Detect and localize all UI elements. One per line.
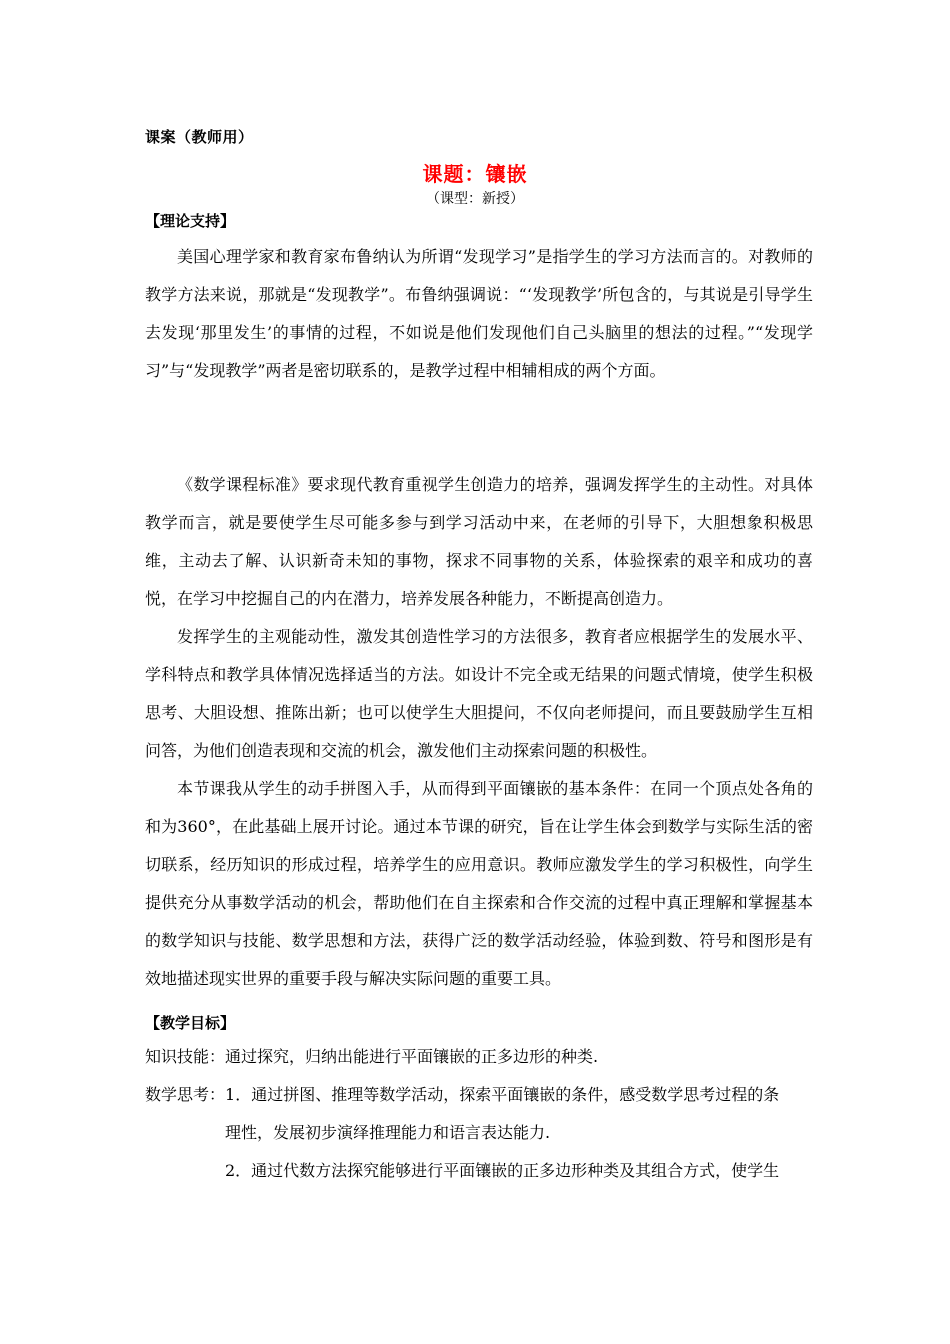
goal-thinking-1-line-a: 1．通过拼图、推理等数学活动，探索平面镶嵌的条件，感受数学思考过程的条 xyxy=(225,1085,780,1104)
goal-thinking-1-cont: 理性，发展初步演绎推理能力和语言表达能力. xyxy=(225,1123,551,1142)
paragraph-1: 美国心理学家和教育家布鲁纳认为所谓“发现学习”是指学生的学习方法而言的。对教师的教学方法来说，那就是“发现教学”。布鲁纳强调说：“‘发现教学’所包含的，与其说是引导学生去发现‘那里发生’的事情的过程，不如说是他们发现他们自己头脑里的想法的过程。”“发现学习”与“发现教学”两者是密切联系的，是教学过程中相辅相成的两个方面。 xyxy=(145,247,813,380)
section-goals-heading: 【教学目标】 xyxy=(145,1014,236,1032)
paragraph-2: 《数学课程标准》要求现代教育重视学生创造力的培养，强调发挥学生的主动性。对具体教学而言，就是要使学生尽可能多参与到学习活动中来，在老师的引导下，大胆想象积极思维，主动去了解、认识新奇未知的事物，探求不同事物的关系，体验探索的艰辛和成功的喜悦，在学习中挖掘自己的内在潜力，培养发展各种能力，不断提高创造力。 xyxy=(145,475,813,608)
paragraph-4: 本节课我从学生的动手拼图入手，从而得到平面镶嵌的基本条件：在同一个顶点处各角的和为360°，在此基础上展开讨论。通过本节课的研究，旨在让学生体会到数学与实际生活的密切联系，经历知识的形成过程，培养学生的应用意识。教师应激发学生的学习积极性，向学生提供充分从事数学活动的机会，帮助他们在自主探索和合作交流的过程中真正理解和掌握基本的数学知识与技能、数学思想和方法，获得广泛的数学活动经验，体验到数、符号和图形是有效地描述现实世界的重要手段与解决实际问题的重要工具。 xyxy=(145,779,813,988)
lesson-type: （课型：新授） xyxy=(426,191,524,207)
header-label: 课案（教师用） xyxy=(145,128,254,146)
goal-thinking-1 xyxy=(145,1076,813,1114)
paragraph-3: 发挥学生的主观能动性，激发其创造性学习的方法很多，教育者应根据学生的发展水平、学科特点和教学具体情况选择适当的方法。如设计不完全或无结果的问题式情境，使学生积极思考、大胆设想、推陈出新；也可以使学生大胆提问，不仅向老师提问，而且要鼓励学生互相问答，为他们创造表现和交流的机会，激发他们主动探索问题的积极性。 xyxy=(145,627,813,760)
section-theory-heading: 【理论支持】 xyxy=(145,212,236,230)
goal-thinking-2: 2．通过代数方法探究能够进行平面镶嵌的正多边形种类及其组合方式，使学生 xyxy=(225,1161,780,1180)
goal-knowledge: 知识技能：通过探究，归纳出能进行平面镶嵌的正多边形的种类. xyxy=(145,1047,599,1066)
goal-thinking-label: 数学思考： xyxy=(145,1085,226,1104)
lesson-title: 课题：镶嵌 xyxy=(422,162,528,186)
